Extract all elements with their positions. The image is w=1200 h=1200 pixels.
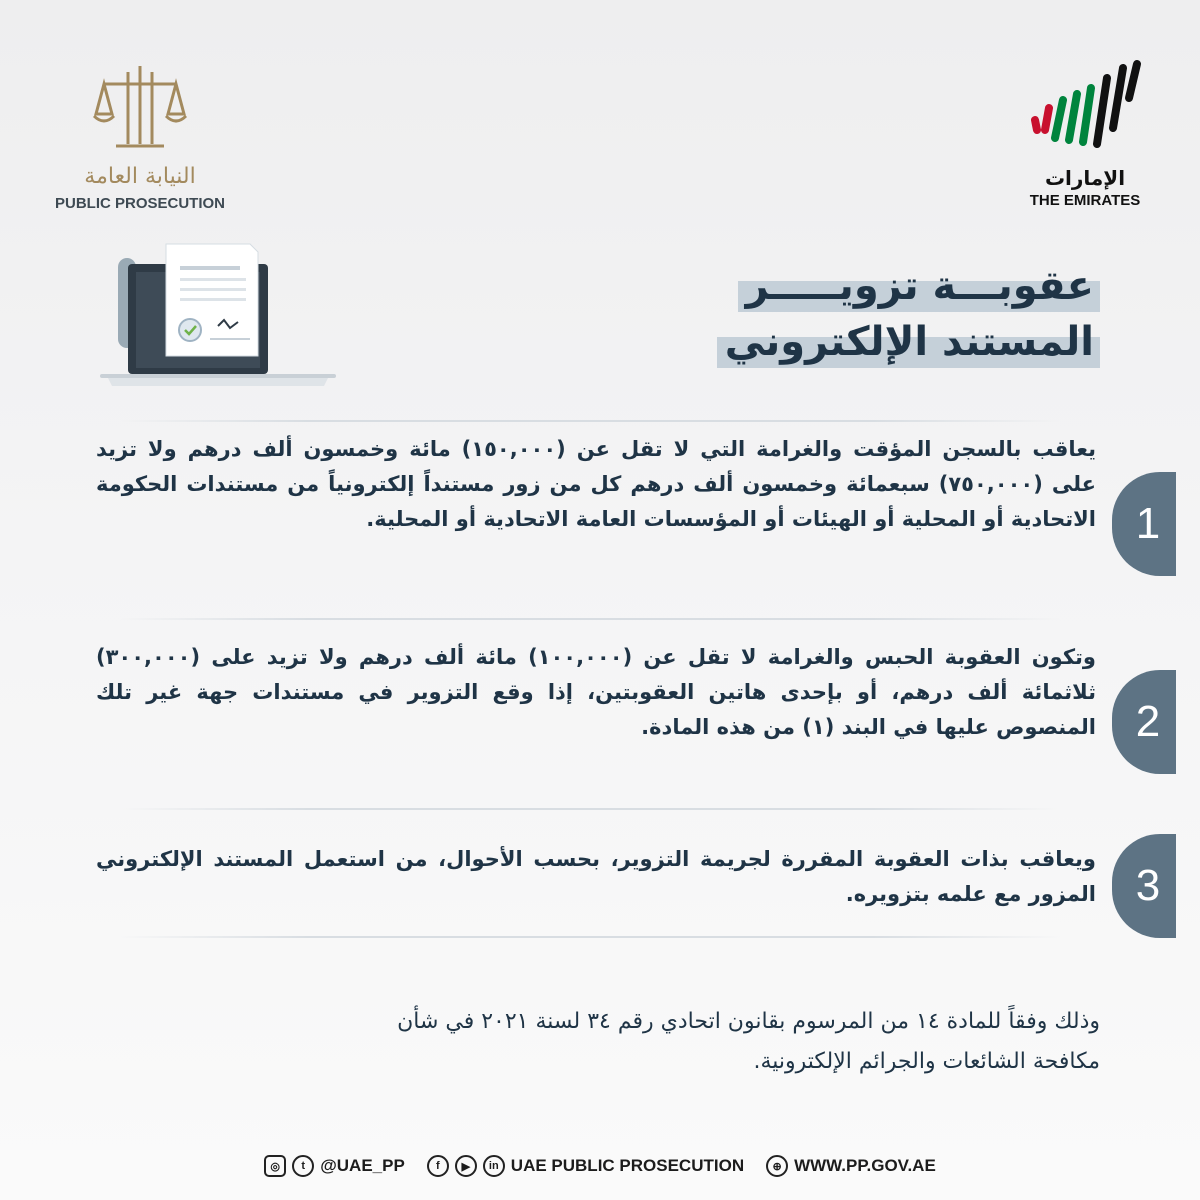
item-number-badge: 3 [1112, 834, 1176, 938]
emirates-logo [1020, 58, 1150, 218]
item-number-badge: 2 [1112, 670, 1176, 774]
org-name[interactable]: UAE PUBLIC PROSECUTION [510, 1156, 745, 1175]
twitter-icon[interactable]: t [292, 1155, 314, 1177]
youtube-icon[interactable]: ▶ [455, 1155, 477, 1177]
item-text: وتكون العقوبة الحبس والغرامة لا تقل عن (١٠٠,٠٠٠) مائة ألف درهم ولا تزيد على (٣٠٠,٠٠٠) ثلاثمائة ألف درهم، أو بإحدى هاتين العقوبتين، إذا وقع التزوير في مستندات جهة غير تلك المنصوص عليها في البند (١) من هذه المادة. [96, 645, 1096, 739]
social-handle-group [264, 1155, 405, 1177]
divider [120, 618, 1060, 620]
linkedin-icon[interactable]: in [483, 1155, 505, 1177]
globe-icon: ⊕ [766, 1155, 788, 1177]
item-number-badge: 1 [1112, 472, 1176, 576]
public-prosecution-logo [40, 58, 240, 218]
title-line-2: المستند الإلكتروني [717, 316, 1100, 368]
logo-arabic-name: النيابة العامة [84, 164, 196, 189]
title-line-1: عقوبـــة تزويـــــر [738, 260, 1100, 312]
footer [0, 1148, 1200, 1184]
item-text: ويعاقب بذات العقوبة المقررة لجريمة التزوير، بحسب الأحوال، من استعمل المستند الإلكتروني المزور مع علمه بتزويره. [96, 847, 1096, 906]
list-item [96, 640, 1096, 745]
org-name-group [427, 1155, 744, 1177]
list-item [96, 842, 1096, 912]
divider [120, 808, 1060, 810]
website-link[interactable]: WWW.PP.GOV.AE [794, 1156, 936, 1175]
list-item [96, 432, 1096, 537]
divider [120, 936, 1060, 938]
instagram-icon[interactable]: ◎ [264, 1155, 286, 1177]
emirates-arabic-name: الإمارات [1044, 166, 1126, 190]
legal-reference-footnote: وذلك وفقاً للمادة ١٤ من المرسوم بقانون اتحادي رقم ٣٤ لسنة ٢٠٢١ في شأن مكافحة الشائعات والجرائم الإلكترونية. [397, 1009, 1100, 1074]
emirates-english-name: THE EMIRATES [1029, 192, 1141, 209]
emirates-stripes-icon [1025, 58, 1145, 158]
social-handle[interactable]: @UAE_PP [320, 1156, 405, 1175]
item-text: يعاقب بالسجن المؤقت والغرامة التي لا تقل عن (١٥٠,٠٠٠) مائة وخمسون ألف درهم ولا تزيد على (٧٥٠,٠٠٠) سبعمائة وخمسون ألف درهم كل من زور مستنداً إلكترونياً من مستندات الحكومة الاتحادية أو المحلية أو الهيئات أو المؤسسات العامة الاتحادية أو المحلية. [96, 437, 1096, 531]
page-title [480, 258, 1100, 370]
facebook-icon[interactable]: f [427, 1155, 449, 1177]
divider [120, 420, 1060, 422]
scales-icon [90, 58, 190, 158]
logo-english-name: PUBLIC PROSECUTION [54, 195, 225, 212]
laptop-document-illustration [100, 238, 340, 398]
website-group [766, 1155, 936, 1177]
